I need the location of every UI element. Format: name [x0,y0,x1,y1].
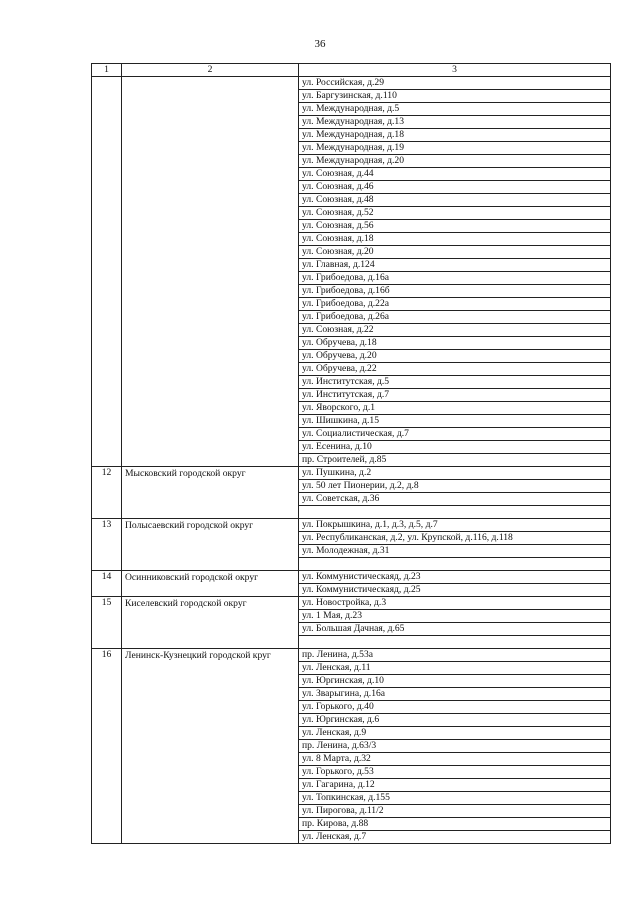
territory-name: Киселевский городской округ [122,597,299,649]
address-cell: ул. Ленская, д.11 [299,662,611,675]
territory-name: Мысковский городской округ [122,467,299,519]
column-header-3: 3 [299,64,611,77]
address-cell: ул. Шишкина, д.15 [299,415,611,428]
address-cell: ул. Союзная, д.52 [299,207,611,220]
address-cell: ул. Горького, д.53 [299,766,611,779]
address-cell: ул. Ленская, д.9 [299,727,611,740]
address-cell: ул. Обручева, д.22 [299,363,611,376]
address-cell: ул. Молодежная, д.31 [299,545,611,558]
address-cell: ул. Международная, д.18 [299,129,611,142]
address-cell: ул. Коммунистическаяд, д.25 [299,584,611,597]
address-cell: ул. Международная, д.19 [299,142,611,155]
table-row [92,571,611,584]
address-cell: ул. Союзная, д.48 [299,194,611,207]
address-cell: ул. Юргинская, д.6 [299,714,611,727]
column-header-1: 1 [92,64,122,77]
address-cell: пр. Строителей, д.85 [299,454,611,467]
address-cell: ул. Грибоедова, д.22а [299,298,611,311]
address-cell: ул. Зварыгина, д.16а [299,688,611,701]
column-header-2: 2 [122,64,299,77]
address-cell: пр. Кирова, д.88 [299,818,611,831]
address-cell: пр. Ленина, д.53а [299,649,611,662]
address-cell [299,636,611,649]
address-cell: ул. Союзная, д.44 [299,168,611,181]
table-row [92,597,611,610]
address-cell: ул. Союзная, д.46 [299,181,611,194]
address-cell: ул. Обручева, д.20 [299,350,611,363]
address-cell [299,506,611,519]
address-cell: ул. 8 Марта, д.32 [299,753,611,766]
address-cell: ул. Обручева, д.18 [299,337,611,350]
address-cell: ул. Союзная, д.18 [299,233,611,246]
address-cell: ул. Коммунистическаяд, д.23 [299,571,611,584]
territory-name [122,77,299,467]
group-number: 12 [92,467,122,519]
address-cell: ул. Грибоедова, д.16а [299,272,611,285]
address-cell: ул. Союзная, д.22 [299,324,611,337]
group-number: 16 [92,649,122,844]
address-cell: ул. Союзная, д.20 [299,246,611,259]
address-cell: ул. Покрышкина, д.1, д.3, д.5, д.7 [299,519,611,532]
addresses-table [91,63,611,844]
page-number: 36 [314,38,326,50]
table-row [92,649,611,662]
address-cell: ул. Пушкина, д.2 [299,467,611,480]
address-cell: ул. Международная, д.13 [299,116,611,129]
territory-name: Ленинск-Кузнецкий городской круг [122,649,299,844]
address-cell: ул. Есенина, д.10 [299,441,611,454]
address-cell: ул. Институтская, д.5 [299,376,611,389]
group-number: 15 [92,597,122,649]
address-cell: ул. Гагарина, д.12 [299,779,611,792]
address-cell: ул. Грибоедова, д.26а [299,311,611,324]
address-cell: ул. Институтская, д.7 [299,389,611,402]
group-number [92,77,122,467]
territory-name: Полысаевский городской округ [122,519,299,571]
address-cell [299,558,611,571]
group-number: 14 [92,571,122,597]
address-cell: ул. Большая Дачная, д.65 [299,623,611,636]
address-cell: ул. Союзная, д.56 [299,220,611,233]
address-cell: ул. 50 лет Пионерии, д.2, д.8 [299,480,611,493]
address-cell: ул. Пирогова, д.11/2 [299,805,611,818]
address-cell: ул. Яворского, д.1 [299,402,611,415]
address-cell: ул. Баргузинская, д.110 [299,90,611,103]
address-cell: ул. Международная, д.5 [299,103,611,116]
address-cell: пр. Ленина, д.63/3 [299,740,611,753]
address-cell: ул. Грибоедова, д.16б [299,285,611,298]
address-cell: ул. Топкинская, д.155 [299,792,611,805]
address-cell: ул. Республиканская, д.2, ул. Крупской, д.116, д.118 [299,532,611,545]
address-cell: ул. Международная, д.20 [299,155,611,168]
territory-name: Осинниковский городской округ [122,571,299,597]
address-cell: ул. Юргинская, д.10 [299,675,611,688]
table-row [92,77,611,90]
address-cell: ул. Ленская, д.7 [299,831,611,844]
address-cell: ул. 1 Мая, д.23 [299,610,611,623]
address-cell: ул. Горького, д.40 [299,701,611,714]
header-row [92,64,611,77]
address-cell: ул. Советская, д.36 [299,493,611,506]
address-cell: ул. Новостройка, д.3 [299,597,611,610]
group-number: 13 [92,519,122,571]
table-row [92,519,611,532]
address-cell: ул. Социалистическая, д.7 [299,428,611,441]
address-cell: ул. Российская, д.29 [299,77,611,90]
address-cell: ул. Главная, д.124 [299,259,611,272]
table-row [92,467,611,480]
table-body [92,64,611,844]
